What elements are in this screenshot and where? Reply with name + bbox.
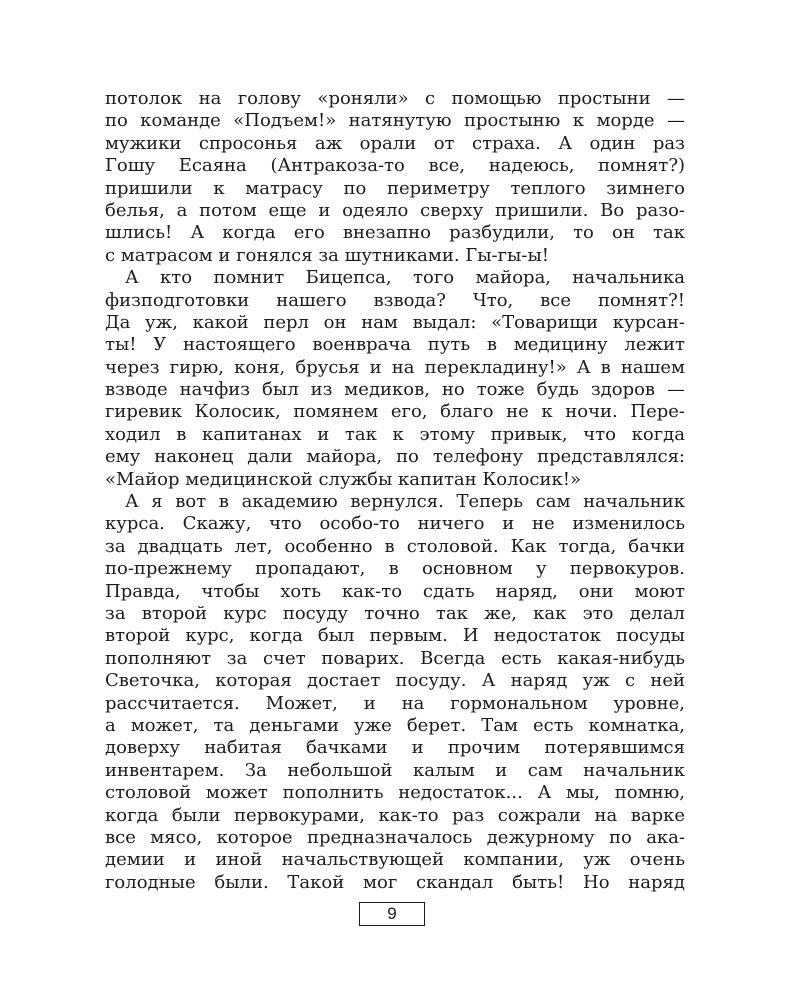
text-line: А я вот в академию вернулся. Теперь сам начальник bbox=[125, 491, 685, 513]
text-line: Гошу Есаяна (Антракоза-то все, надеюсь, помнят?) bbox=[105, 155, 685, 177]
text-line: по команде «Подъем!» натянутую простыню к морде — bbox=[105, 110, 685, 132]
text-line: «Майор медицинской службы капитан Колосик!» bbox=[105, 468, 581, 490]
text-line: шлись! А когда его внезапно разбудили, то он так bbox=[105, 222, 685, 244]
text-line: все мясо, которое предназначалось дежурному по ака- bbox=[105, 826, 685, 848]
text-line: пополняют за счет поварих. Всегда есть какая-нибудь bbox=[105, 647, 685, 669]
text-line: за двадцать лет, особенно в столовой. Как тогда, бачки bbox=[105, 535, 685, 557]
text-line: демии и иной начальствующей компании, уж очень bbox=[105, 849, 685, 871]
body-text bbox=[105, 88, 685, 894]
text-line: по-прежнему пропадают, в основном у первокуров. bbox=[105, 558, 685, 580]
text-line: ходил в капитанах и так к этому привык, что когда bbox=[105, 423, 685, 445]
text-line: инвентарем. За небольшой калым и сам начальник bbox=[105, 759, 685, 781]
text-line: белья, а потом еще и одеяло сверху пришили. Во разо- bbox=[105, 199, 685, 221]
text-line: с матрасом и гонялся за шутниками. Гы-гы-ы! bbox=[105, 244, 550, 266]
text-line: доверху набитая бачками и прочим потерявшимся bbox=[105, 737, 685, 759]
text-line: голодные были. Такой мог скандал быть! Но наряд bbox=[105, 871, 685, 893]
text-line: курса. Скажу, что особо-то ничего и не изменилось bbox=[105, 513, 685, 535]
text-line: когда были первокурами, как-то раз сожрали на варке bbox=[105, 804, 685, 826]
text-line: второй курс, когда был первым. И недостаток посуды bbox=[105, 625, 685, 647]
text-line: ему наконец дали майора, по телефону представлялся: bbox=[105, 446, 685, 468]
text-line: через гирю, коня, брусья и на перекладину!» А в нашем bbox=[105, 356, 685, 378]
text-line: а может, та деньгами уже берет. Там есть комнатка, bbox=[105, 714, 685, 736]
text-line: пришили к матрасу по периметру теплого зимнего bbox=[105, 177, 685, 199]
text-line: Правда, чтобы хоть как-то сдать наряд, они моют bbox=[105, 580, 685, 602]
text-line: мужики спросонья аж орали от страха. А один раз bbox=[105, 132, 685, 154]
text-line: Светочка, которая достает посуду. А наряд уж с ней bbox=[105, 670, 685, 692]
text-line: потолок на голову «роняли» с помощью простыни — bbox=[105, 88, 685, 109]
text-line: Да уж, какой перл он нам выдал: «Товарищи курсан- bbox=[105, 311, 685, 333]
page-number: 9 bbox=[359, 902, 425, 926]
text-line: рассчитается. Может, и на гормональном уровне, bbox=[105, 692, 685, 714]
text-line: гиревик Колосик, помянем его, благо не к ночи. Пере- bbox=[105, 401, 685, 423]
text-line: взводе начфиз был из медиков, но тоже будь здоров — bbox=[105, 379, 685, 401]
text-line: А кто помнит Бицепса, того майора, начальника bbox=[125, 267, 685, 289]
text-line: физподготовки нашего взвода? Что, все помнят?! bbox=[105, 289, 685, 311]
text-line: ты! У настоящего военврача путь в медицину лежит bbox=[105, 334, 685, 356]
text-line: за второй курс посуду точно так же, как это делал bbox=[105, 602, 685, 624]
text-line: столовой может пополнить недостаток... А мы, помню, bbox=[105, 782, 685, 804]
